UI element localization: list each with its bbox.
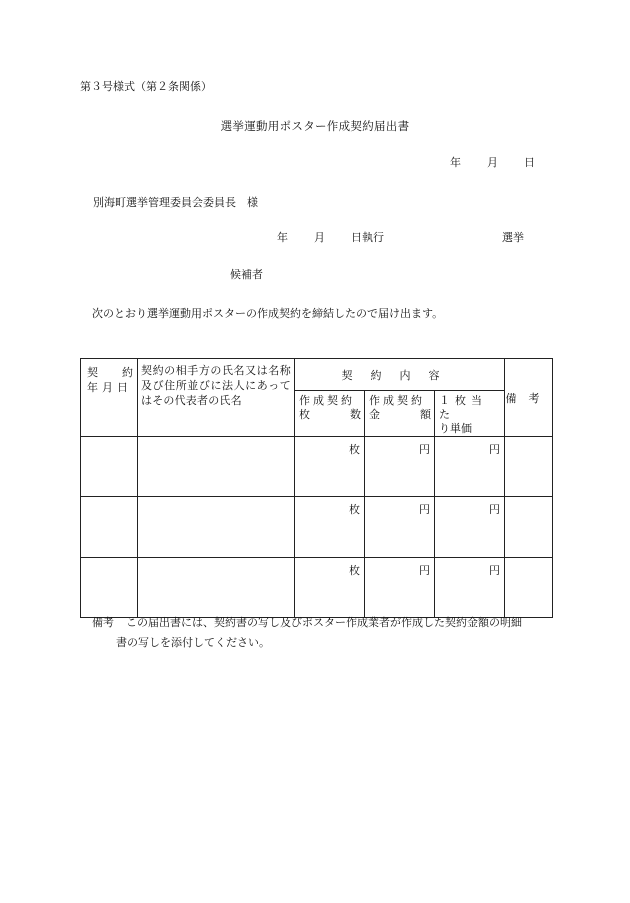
cell-counterparty[interactable]: [138, 437, 295, 497]
form-number: 第３号様式（第２条関係）: [80, 80, 212, 93]
table-row: [81, 437, 553, 497]
date-day: 日: [524, 156, 535, 169]
header-counterparty: 契約の相手方の氏名又は名称及び住所並びに法人にあってはその代表者の氏名: [138, 359, 295, 437]
contract-table: [80, 358, 553, 618]
cell-quantity[interactable]: 枚: [295, 437, 365, 497]
header-amount: 作成契約 金 額: [365, 391, 435, 437]
cell-date[interactable]: [81, 437, 138, 497]
cell-amount[interactable]: 円: [365, 437, 435, 497]
cell-quantity[interactable]: 枚: [295, 497, 365, 558]
cell-date[interactable]: [81, 497, 138, 558]
body-text: 次のとおり選挙運動用ポスターの作成契約を締結したので届け出ます。: [92, 307, 444, 320]
document-title: 選挙運動用ポスター作成契約届出書: [220, 119, 410, 133]
cell-remarks[interactable]: [505, 497, 553, 558]
note-label: 備考: [92, 616, 114, 629]
election-line: [277, 232, 524, 243]
cell-date[interactable]: [81, 558, 138, 618]
header-contract-contents: 契約内容: [295, 359, 505, 391]
table-row: [81, 558, 553, 618]
cell-counterparty[interactable]: [138, 558, 295, 618]
cell-counterparty[interactable]: [138, 497, 295, 558]
cell-remarks[interactable]: [505, 558, 553, 618]
remarks-note: [92, 613, 552, 653]
date-month: 月: [487, 156, 498, 169]
submission-date: [450, 157, 535, 168]
note-text-line1: この届出書には、契約書の写し及びポスター作成業者が作成した契約金額の明細: [126, 616, 522, 629]
cell-unit-price[interactable]: 円: [435, 558, 505, 618]
header-remarks: 備考: [505, 359, 553, 437]
election-day: 日執行: [351, 231, 384, 244]
table-row: [81, 497, 553, 558]
cell-amount[interactable]: 円: [365, 497, 435, 558]
cell-unit-price[interactable]: 円: [435, 497, 505, 558]
cell-amount[interactable]: 円: [365, 558, 435, 618]
header-quantity: 作成契約 枚 数: [295, 391, 365, 437]
candidate-label: 候補者: [230, 268, 263, 281]
note-text-line2: 書の写しを添付してください。: [116, 636, 270, 649]
cell-remarks[interactable]: [505, 437, 553, 497]
cell-unit-price[interactable]: 円: [435, 437, 505, 497]
header-contract-date: 契 約 年月日: [81, 359, 138, 437]
header-unit-price: １枚当た り単価: [435, 391, 505, 437]
election-name: 選挙: [502, 231, 524, 244]
date-year: 年: [450, 156, 461, 169]
election-year: 年: [277, 231, 288, 244]
addressee: 別海町選挙管理委員会委員長 様: [93, 196, 258, 209]
election-month: 月: [314, 231, 325, 244]
cell-quantity[interactable]: 枚: [295, 558, 365, 618]
